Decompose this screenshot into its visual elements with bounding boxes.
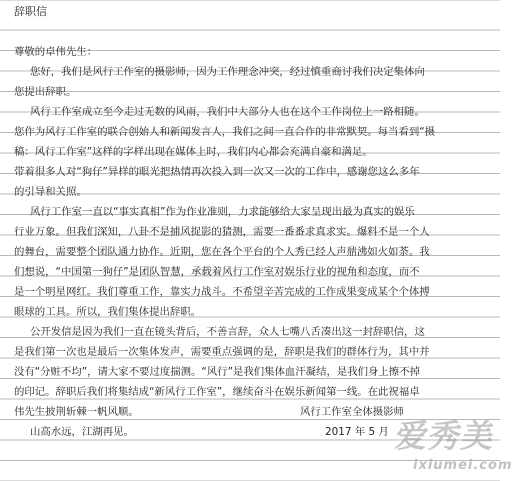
paragraph-line: 稿：风行工作室”这样的字样出现在媒体上时，我们内心都会充满自豪和满足。 (14, 146, 373, 158)
paragraph-line: 的印记。辞职后我们将集结成“新风行工作室”，继续奋斗在娱乐新闻第一线。在此祝福卓 (14, 386, 420, 398)
watermark-url: ixiumei.com (413, 458, 513, 473)
paragraph-line: 的舞台，需要整个团队通力协作。近期，您在各个平台的个人秀已经人声鼎沸如火如荼。我 (14, 246, 430, 258)
paragraph-line: 风行工作室成立至今走过无数的风雨，我们中大部分人也在这个工作岗位上一路相随。 (30, 106, 425, 118)
paragraph-line: 没有“分赃不均”，请大家不要过度揣测。“风行”是我们集体血汗凝结，是我们身上擦不掉 (14, 366, 420, 378)
paragraph-line: 您作为风行工作室的联合创始人和新闻发言人，我们之间一直合作的非常默契。每当看到“摄 (14, 126, 436, 138)
date-line: 2017 年 5 月 (325, 426, 389, 438)
paragraph-line: 您提出辞职。 (14, 86, 77, 98)
paragraph-line: 是一个明星网红。我们尊重工作，靠实力战斗。不希望辛苦完成的工作成果变成某个个体搏 (14, 286, 430, 298)
letter-title: 辞职信 (14, 5, 47, 18)
paragraph-line: 们想说，“中国第一狗仔”是团队智慧，承载着风行工作室对娱乐行业的视角和态度，而不 (14, 266, 420, 278)
paragraph-line: 带着很多人对“狗仔”异样的眼光把热情再次投入到一次又一次的工作中，感谢您这么多年 (14, 166, 420, 178)
paragraph-line: 的引导和关照。 (14, 186, 87, 198)
watermark-logo: 爱秀美 (392, 417, 499, 455)
paragraph-line: 伟先生披荆斩棘一帆风顺。 (14, 406, 139, 418)
paragraph-line: 公开发信是因为我们一直在镜头背后，不善言辞，众人七嘴八舌凑出这一封辞职信，这 (30, 326, 425, 338)
paragraph-line: 行业万象。但我们深知，八卦不是捕风捉影的猜测，需要一番番求真求实。爆料不是一个人 (14, 226, 430, 238)
paragraph-line: 眼球的工具。所以，我们集体提出辞职。 (14, 306, 202, 318)
signature: 风行工作室全体摄影师 (300, 406, 404, 418)
salutation: 尊敬的卓伟先生： (14, 46, 98, 58)
paragraph-line: 山高水远，江湖再见。 (30, 426, 134, 438)
paragraph-line: 是我们第一次也是最后一次集体发声，需要重点强调的是，辞职是我们的群体行为，其中并 (14, 346, 430, 358)
paragraph-line: 风行工作室一直以“事实真相”作为作业准则，力求能够给大家呈现出最为真实的娱乐 (30, 206, 415, 218)
paragraph-line: 您好，我们是风行工作室的摄影师，因为工作理念冲突，经过慎重商讨我们决定集体向 (30, 66, 425, 78)
